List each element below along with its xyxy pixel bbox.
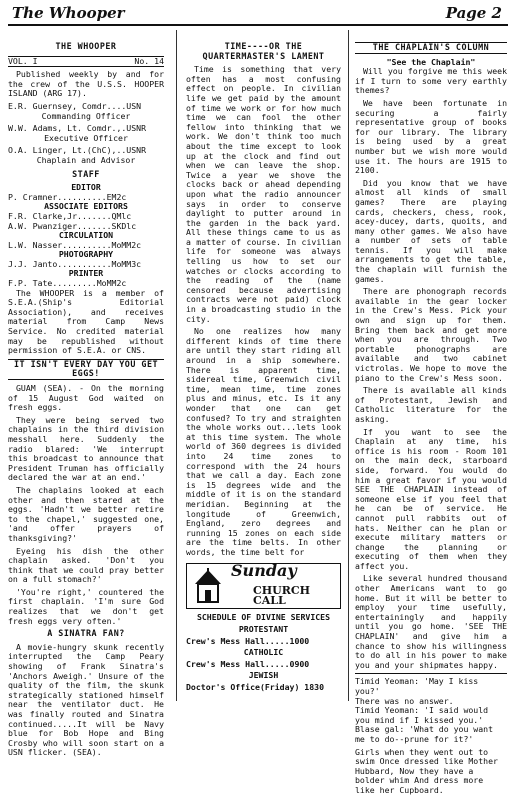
- chaplain-paragraph: Did you know that we have almost all kinds of small games? There are playing cards, checkers, chess, rook, acey-ducey, darts, quoits, and many other games. We also have a number of sets of table tennis. If you will make arrangements to get the table, the chaplain will furnish the games.: [355, 177, 507, 284]
- poem: Girls when they went out to swim Once dressed like Mother Hubbard, Now they have a bolder whim And dress more like her Cupboard.: [355, 746, 498, 795]
- chaplain-paragraph: There are phonograph records available in the gear locker in the Crew's Mess. Pick your own and sign up for them. Bring them back and get more when you are through. Two portable phonographs are available and two cabinet victrolas. We hope to move the piano to the Crew's Mess soon.: [355, 286, 507, 383]
- time-headline: TIME----OR THE QUARTERMASTER'S LAMENT: [202, 41, 325, 61]
- column-chaplain: [355, 40, 507, 796]
- eggs-paragraph: Eyeing his dish the other chaplain asked. 'Don't you think that we could pray better on a full stomach?': [8, 545, 164, 585]
- officer-title: Commanding Officer: [41, 110, 131, 121]
- photography-heading: PHOTOGRAPHY: [58, 249, 114, 260]
- jewish-heading: JEWISH: [248, 670, 279, 681]
- officer-line: E.R. Guernsey, Comdr....USN: [8, 100, 142, 111]
- editor-name: P. Cramner..........EM2c: [8, 191, 127, 202]
- church-icon: [191, 568, 225, 604]
- eggs-paragraph: GUAM (SEA). - On the morning of 15 August God waited on fresh eggs.: [8, 383, 164, 413]
- column-divider: [348, 30, 349, 701]
- chaplain-paragraph: We have been fortunate in securing a fairly representative group of books for our library. The library is being used by a great number but we wish more would use it. The hours are 1915 to 2100.: [355, 97, 507, 176]
- assoc-editor: A.W. Pwanziger.......SKDlc: [8, 220, 137, 231]
- issue-number: No. 14: [134, 55, 164, 66]
- assoc-heading: ASSOCIATE EDITORS: [44, 201, 128, 212]
- column-masthead: [8, 40, 164, 761]
- chaplain-paragraph: If you want to see the Chaplain at any time, his office is his room - Room 101 on the main deck, starboard side, forward. You would do him a great favor if you would SEE THE CHAPLAIN instead of someone else if you feel that he can be of service. He cannot pull rabbits out of hats. Neither can he plan or execute military matters or change the planning or executing of them when they affect you.: [355, 426, 507, 571]
- volume: VOL. I: [8, 55, 38, 66]
- chaplain-paragraph: Like several hundred thousand other Americans want to go home. But it will be better to employ your time usefully, entertainingly and happily until you go home. 'SEE THE CHAPLAIN' and give him a chance to show his willingness to do all in his power to make you and your shipmates happy.: [355, 573, 507, 670]
- circulation-name: L.W. Nasser..........MoMM2c: [8, 239, 142, 250]
- protestant-time: Crew's Mess Hall.....1000: [186, 635, 310, 646]
- sinatra-headline: A SINATRA FAN?: [47, 628, 125, 639]
- joke-line: Timid Yeoman: 'I said would you mind if I kissed you.': [355, 705, 489, 725]
- printer-heading: PRINTER: [68, 268, 104, 279]
- page-number: Page 2: [445, 4, 502, 22]
- church-call-box: [186, 563, 341, 609]
- officer-title: Chaplain and Advisor: [36, 154, 136, 165]
- chaplain-headline: THE CHAPLAIN'S COLUMN: [355, 42, 507, 54]
- volume-line: [8, 56, 164, 68]
- joke-line: Blase gal: 'What do you want me to do--prune for it?': [355, 724, 494, 744]
- schedule-heading: SCHEDULE OF DIVINE SERVICES: [196, 612, 331, 623]
- page-header: [8, 2, 508, 30]
- time-paragraph: Time is something that very often has a most confusing effect on people. In civilian life we get paid by the amount of time we work or for how much time we can fool the other fellow into thinking that we work. We don't think too much about the time except to look up at the clock and find out when we can leave the shop. Twice a year we shove the clocks back or ahead depending upon what the radio announcer says in order to conserve daylight to putter around in the garden in the back yard. All these things came to us as a matter of course. In civilian life for someone was always telling us how to set our watches or clocks according to the reading of the (name censored because advertising contracts were not paid) clock in a broadcasting studio in the city.: [186, 64, 341, 324]
- staff-heading: STAFF: [72, 168, 100, 179]
- section-rule: [355, 673, 507, 674]
- officers-list: [8, 102, 164, 166]
- column-divider: [176, 30, 177, 701]
- services-schedule: [186, 613, 341, 692]
- editor-heading: EDITOR: [71, 182, 101, 193]
- church-call-title: CHURCH CALL: [253, 584, 311, 608]
- eggs-paragraph: The chaplains looked at each other and then stared at the eggs. 'Hadn't we better retire to the chapel,' suggested one, 'and offer prayers of thanksgiving?': [8, 484, 164, 543]
- sunday-script: Sunday: [231, 561, 297, 581]
- column-time: [186, 40, 341, 695]
- sinatra-paragraph: A movie-hungry skunk recently interrupted the Camp Peary showing of Frank Sinatra's 'Anchors Aweigh.' Unsure of the quality of the film, the skunk strategically stationed himself near the ventilator duct. He was finally routed and Sinatra continued.....It will be Navy blue for Bob Hope and Bing Crosby who will soon start on a USN flicker. (SEA).: [8, 641, 164, 758]
- jewish-time: Doctor's Office(Friday) 1830: [186, 682, 325, 693]
- catholic-time: Crew's Mess Hall.....0900: [186, 658, 310, 669]
- sea-note: The WHOOPER is a member of S.E.A.(Ship's Editorial Association), and receives material from Camp News Service. No credited material may be republished without permission of S.E.A. or CNS.: [8, 287, 164, 356]
- officer-title: Executive Officer: [44, 132, 128, 143]
- officer-line: O.A. Linger, Lt.(ChC),..USNR: [8, 145, 147, 156]
- time-paragraph: No one realizes how many different kinds of time there are until they start riding all around in a ship somewhere. There is apparent time, sidereal time, Greenwich civil time, mean time, time zones plus and minus, etc. Is it any wonder that one can get confused? To try and straighten the whole works out...lets look at this time system. The whole world of 360 degrees is divided into 24 time zones to correspond with the 24 hours that we call a day. Each zone is 15 degrees wide and the middle of it is on the standard meridian. Beginning at the longitude of Greenwich, England, zero degrees and running 15 zones on each side are the time belts. In other words, the time belt for: [186, 326, 341, 557]
- masthead: The Whooper: [12, 4, 125, 22]
- eggs-paragraph: They were being served two chaplains in the third division messhall here. Suddenly the radio blared: 'We interrupt this broadcast to announce that President Truman has officially declared the war at an end.': [8, 414, 164, 483]
- chaplain-paragraph: Will you forgive me this week if I turn to some very earthly themes?: [355, 66, 507, 96]
- joke-line: There was no answer.: [355, 695, 454, 706]
- photography-name: J.J. Janto...........MoMM3c: [8, 258, 142, 269]
- printer-name: F.P. Tate.........MoMM2c: [8, 278, 127, 289]
- circulation-heading: CIRCULATION: [58, 230, 114, 241]
- officer-line: W.W. Adams, Lt. Comdr.,.USNR: [8, 123, 147, 134]
- publication-note: Published weekly by and for the crew of the U.S.S. HOOPER ISLAND (ARG 17).: [8, 69, 164, 99]
- paper-title: THE WHOOPER: [55, 41, 117, 51]
- chaplain-paragraph: There is available all kinds of Protestant, Jewish and Catholic literature for the asking.: [355, 385, 507, 424]
- joke-line: Timid Yeoman: 'May I kiss you?': [355, 676, 479, 696]
- header-rule: [8, 24, 508, 26]
- chaplain-subtitle: "See the Chaplain": [386, 56, 476, 67]
- eggs-headline: IT ISN'T EVERY DAY YOU GET EGGS!: [8, 359, 164, 380]
- assoc-editor: F.R. Clarke,Jr.......QMlc: [8, 210, 132, 221]
- catholic-heading: CATHOLIC: [243, 647, 284, 658]
- protestant-heading: PROTESTANT: [238, 624, 289, 635]
- eggs-paragraph: 'You're right,' countered the first chaplain. 'I'm sure God realizes that we don't get fresh eggs very often.': [8, 586, 164, 626]
